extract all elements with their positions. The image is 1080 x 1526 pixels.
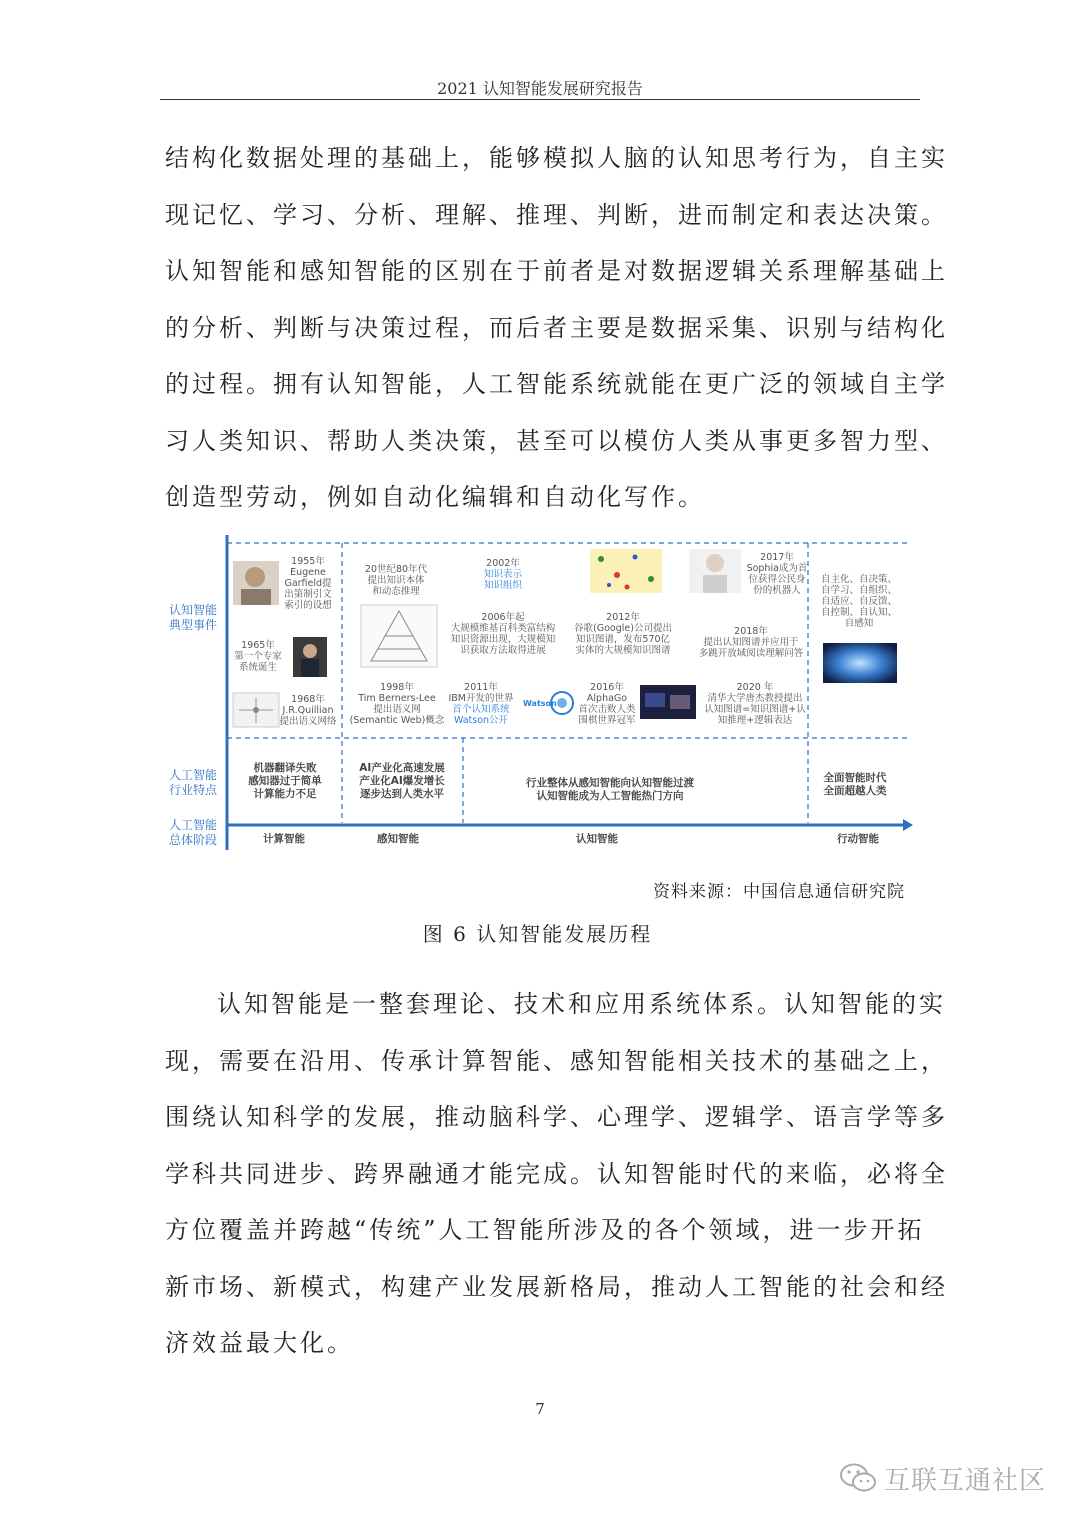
event-text: 实体的大规模知识图谱 [575,645,671,656]
event-text: Tim Berners-Lee [358,693,436,704]
event-1968 [279,693,337,727]
event-text: 2018年 [734,626,768,637]
feature-text: 计算能力不足 [253,788,317,800]
paragraph-line: 的过程。拥有认知智能，人工智能系统就能在更广泛的领域自主学 [165,370,948,398]
row-label-features-2: 行业特点 [168,783,217,797]
paragraph-line: 的分析、判断与决策过程，而后者主要是数据采集、识别与结构化 [165,313,948,342]
feature-text: 认知智能成为人工智能热门方向 [536,790,684,802]
event-text: 围棋世界冠军 [578,715,636,726]
feature-text: 感知器过于简单 [248,775,322,787]
event-text: 20世纪80年代 [364,564,428,575]
page-number: 7 [535,1400,545,1418]
feature-text: 全面智能时代 [823,772,887,784]
event-text: 清华大学唐杰教授提出 [707,693,803,704]
expert-system-photo [293,637,327,677]
event-text: IBM开发的世界 [448,693,514,704]
event-text: 认知图谱=知识图谱+认 [704,704,806,715]
row-label-stages-2: 总体阶段 [168,833,217,847]
row-label-features-1: 人工智能 [168,768,217,782]
alphago-photo [640,685,696,719]
event-text: 2017年 [760,552,794,563]
event-text: 提出知识本体 [367,575,425,586]
event-text: 系统诞生 [238,662,278,673]
knowledge-graph-image [590,549,662,593]
event-2016 [578,681,636,726]
event-text: (Semantic Web)概念 [349,715,445,726]
event-text: 和动态推理 [372,586,420,597]
row-label-events-2: 典型事件 [168,618,217,632]
event-text: 提出语义网 [373,704,421,715]
feature-text: 机器翻译失败 [253,762,317,774]
event-2020 [704,681,806,726]
paragraph-2 [165,976,948,1372]
paragraph-line: 新市场、新模式，构建产业发展新格局，推动人工智能的社会和经 [165,1272,948,1301]
event-text: 自感知 [844,618,874,629]
event-text: 大规模维基百科类富结构 [450,623,556,634]
wechat-icon [838,1461,878,1495]
event-text: 自主化、自决策、 [820,574,898,585]
event-text: 知识表示 [483,569,523,580]
sophia-robot-photo [689,549,741,593]
event-text: AlphaGo [586,693,628,704]
paragraph-line: 学科共同进步、跨界融通才能完成。认知智能时代的来临，必将全 [165,1159,948,1188]
future-brain-image [823,643,897,683]
stage-perception: 感知智能 [377,833,419,845]
event-text: 知识资源出现，大规模知 [450,634,556,645]
event-text: 出第制引文 [284,589,332,600]
event-text: 1968年 [291,694,325,705]
event-2002 [484,557,523,591]
feature-text: 行业整体从感知智能向认知智能过渡 [526,777,694,789]
event-text: 多跳开放域阅读理解问答 [698,648,804,659]
event-text: Sophia成为首 [746,563,808,574]
paragraph-line: 围绕认知科学的发展，推动脑科学、心理学、逻辑学、语言学等多 [165,1103,948,1131]
garfield-photo [233,561,279,605]
event-text: 知推理+逻辑表达 [717,715,793,726]
row-label-events-1: 认知智能 [168,603,217,617]
header-rule [160,99,920,100]
event-future [821,573,897,629]
event-text: 首次击败人类 [578,704,636,715]
feature-perception [359,761,445,800]
row-label-stages-1: 人工智能 [168,818,217,832]
event-text: 第一个专家 [234,651,282,662]
feature-text: AI产业化高速发展 [359,762,445,774]
event-1965 [234,639,282,673]
event-2012 [574,611,672,656]
event-2006 [451,611,556,656]
event-1980s [365,563,428,597]
event-text: 提出语义网络 [279,716,337,727]
paragraph-line: 创造型劳动，例如自动化编辑和自动化写作。 [165,483,705,511]
event-text: 1998年 [380,682,414,693]
event-text: J.R.Quillian [282,705,334,716]
event-text: 2016年 [590,682,624,693]
paragraph-1 [165,130,948,526]
paragraph-line: 济效益最大化。 [165,1329,354,1357]
stage-cognition: 认知智能 [576,833,618,845]
event-text: 自适应、自反馈、 [820,596,898,607]
watermark-text: 互联互通社区 [884,1465,1047,1496]
timeline-figure [165,535,913,860]
semantic-network-diagram [233,693,279,727]
paragraph-line: 习人类知识、帮助人类决策，甚至可以模仿人类从事更多智力型、 [165,426,948,455]
event-text: 2020 年 [736,682,774,693]
event-1955 [284,555,332,611]
paragraph-line: 方位覆盖并跨越“传统”人工智能所涉及的各个领域，进一步开拓 [165,1216,925,1244]
timeline-diagram [165,535,913,860]
paragraph-line: 认知智能是一整套理论、技术和应用系统体系。认知智能的实 [217,990,946,1018]
event-text: 谷歌(Google)公司提出 [574,623,672,634]
event-2018 [699,625,804,659]
watson-logo [523,692,573,714]
event-text: 2012年 [606,612,640,623]
event-text: 知识组织 [483,580,523,591]
event-text: 提出认知图谱并应用于 [703,637,799,648]
paragraph-line: 现记忆、学习、分析、理解、推理、判断，进而制定和表达决策。 [165,200,948,229]
event-text: 2006年起 [481,612,525,623]
event-text: 识获取方法取得进展 [460,645,546,656]
event-text: 首个认知系统 [452,704,510,715]
feature-cognition [526,776,694,802]
event-text: 索引的设想 [284,600,332,611]
feature-computing [248,761,322,800]
event-2017 [747,551,808,596]
event-text: 知识图谱，发布570亿 [575,634,671,645]
watermark [838,1458,1058,1498]
event-1998 [350,681,445,726]
page-header: 2021 认知智能发展研究报告 [437,79,643,98]
stage-action: 行动智能 [837,833,879,845]
feature-text: 产业化AI爆发增长 [359,775,445,787]
event-text: 自学习、自组织、 [820,585,898,596]
event-text: Garfield提 [284,578,332,589]
event-text: 1965年 [241,640,275,651]
stage-computing: 计算智能 [263,833,305,845]
event-text: 份的机器人 [753,585,801,596]
event-text: 2002年 [486,558,520,569]
watson-logo-label: Watson [523,699,557,708]
paragraph-line: 结构化数据处理的基础上，能够模拟人脑的认知思考行为，自主实 [165,144,948,172]
event-text: Eugene [290,567,326,578]
feature-text: 逐步达到人类水平 [360,788,444,800]
event-text: 1955年 [291,556,325,567]
feature-text: 全面超越人类 [823,785,887,797]
knowledge-pyramid-diagram [361,605,437,667]
figure-source: 资料来源：中国信息通信研究院 [653,882,905,902]
paragraph-line: 现，需要在沿用、传承计算智能、感知智能相关技术的基础之上， [165,1046,948,1075]
event-text: Watson公开 [453,715,509,726]
event-text: 自控制、自认知、 [820,607,898,618]
feature-action [824,771,887,797]
stage-labels [263,832,879,845]
event-text: 2011年 [464,682,498,693]
paragraph-line: 认知智能和感知智能的区别在于前者是对数据逻辑关系理解基础上 [165,257,948,285]
event-text: 位获得公民身 [748,574,806,585]
stage-axis-arrow [903,819,913,831]
figure-caption: 图 6 认知智能发展历程 [422,922,653,946]
event-2011 [448,681,514,726]
